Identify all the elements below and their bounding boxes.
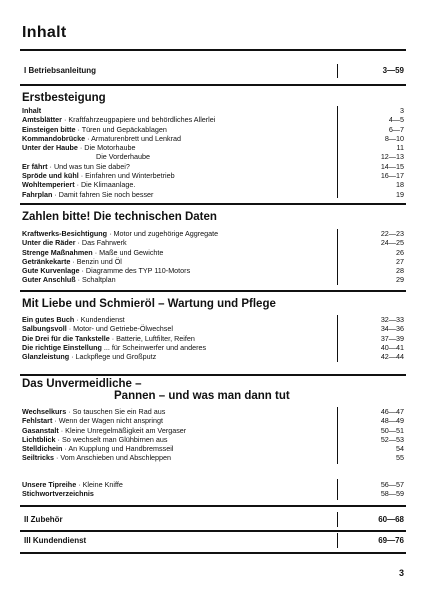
entry-description: · So wechselt man Glühbirnen aus	[55, 434, 168, 444]
toc-entry	[22, 352, 406, 361]
entry-keyword: Die Drei für die Tankstelle	[22, 333, 110, 343]
entry-pages: 27	[396, 256, 404, 266]
toc-entry	[22, 334, 406, 343]
section-rule	[20, 374, 406, 376]
entry-description: · Diagramme des TYP 110-Motors	[79, 266, 191, 276]
entry-keyword: Unsere Tipreihe	[22, 480, 77, 489]
entry-description: · Batterie, Luftfilter, Reifen	[109, 333, 195, 343]
entry-keyword: Die richtige Einstellung	[22, 342, 102, 352]
toc-entry	[22, 426, 406, 435]
section-title: Das Unvermeidliche –	[22, 378, 142, 390]
entry-description: · Maße und Gewichte	[92, 247, 164, 257]
entry-description: · Und was tun Sie dabei?	[47, 161, 130, 171]
page-number: 3	[398, 568, 404, 578]
entry-description: · Damit fahren Sie noch besser	[52, 189, 154, 199]
part-1-label: I Betriebsanleitung	[24, 66, 97, 75]
page-title: Inhalt	[22, 24, 67, 41]
entry-keyword: Ein gutes Buch	[22, 315, 75, 324]
entry-pages: 11	[396, 143, 404, 153]
entry-description: · Wenn der Wagen nicht anspringt	[52, 416, 164, 426]
entry-pages: 12—13	[380, 152, 404, 162]
entry-keyword: Amtsblätter	[22, 115, 62, 125]
entry-pages: 50—51	[380, 425, 404, 435]
toc-entry	[22, 257, 406, 266]
section-entries	[22, 229, 406, 285]
entry-description: · Die Klimaanlage.	[74, 180, 136, 190]
entry-keyword: Spröde und kühl	[22, 171, 79, 181]
entry-keyword: Gute Kurvenlage	[22, 266, 80, 276]
part-1-row	[20, 65, 406, 77]
entry-keyword: Lichtblick	[22, 434, 56, 444]
section-entries	[22, 106, 406, 199]
toc-entry	[22, 171, 406, 180]
entry-keyword: Stichwortverzeichnis	[22, 489, 94, 499]
entry-pages: 40—41	[380, 342, 404, 352]
toc-entry	[22, 324, 406, 333]
entry-keyword: Fehlstart	[22, 416, 53, 426]
entry-description: · An Kupplung und Handbremsseil	[62, 444, 174, 454]
toc-entry	[22, 190, 406, 199]
entry-keyword: Kommandobrücke	[22, 133, 86, 143]
toc-entry	[22, 407, 406, 416]
entry-description: · Armaturenbrett und Lenkrad	[85, 133, 181, 143]
entry-keyword: Wechselkurs	[22, 407, 67, 416]
entry-pages: 3	[400, 106, 404, 115]
entry-pages: 16—17	[380, 171, 404, 181]
entry-pages: 48—49	[380, 416, 404, 426]
column-divider	[337, 64, 338, 78]
part-2-pages: 60—68	[378, 515, 404, 524]
entry-pages: 58—59	[380, 489, 404, 499]
entry-description: · Das Fahrwerk	[75, 238, 127, 248]
entry-description: · Schaltplan	[75, 275, 116, 285]
part-3-label: III Kundendienst	[24, 536, 87, 545]
entry-pages: 6—7	[388, 124, 404, 134]
column-divider	[337, 533, 338, 548]
entry-pages: 32—33	[380, 315, 404, 324]
entry-description: · Lackpflege und Großputz	[69, 352, 157, 362]
entry-pages: 46—47	[380, 407, 404, 416]
entry-pages: 8—10	[384, 133, 404, 143]
entry-pages: 28	[396, 266, 404, 276]
part-2-row	[20, 514, 406, 526]
section-entries	[22, 407, 406, 463]
entry-pages: 55	[396, 453, 404, 463]
entry-keyword: Einsteigen bitte	[22, 124, 76, 134]
section-rule	[20, 290, 406, 292]
section-subtitle: Pannen – und was man dann tut	[114, 390, 290, 402]
section-rule	[20, 505, 406, 507]
entry-description: · So tauschen Sie ein Rad aus	[66, 407, 166, 416]
entry-pages: 29	[396, 275, 404, 285]
toc-entry	[22, 315, 406, 324]
entry-description: · Benzin und Öl	[70, 256, 122, 266]
entry-pages: 37—39	[380, 333, 404, 343]
title-rule	[20, 49, 406, 51]
entry-keyword: Unter der Haube	[22, 143, 78, 153]
toc-entry	[22, 143, 406, 152]
entry-description: · Die Motorhaube	[77, 143, 136, 153]
entry-description: · Motor- und Getriebe-Ölwechsel	[66, 324, 173, 334]
entry-description: · Kundendienst	[74, 315, 125, 324]
part-1-pages: 3—59	[382, 66, 404, 75]
part-3-row	[20, 535, 406, 547]
tail-entries	[22, 480, 406, 499]
toc-entry	[22, 125, 406, 134]
toc-entry	[22, 162, 406, 171]
entry-description: · Türen und Gepäckablagen	[75, 124, 167, 134]
entry-keyword: Guter Anschluß	[22, 275, 76, 285]
section-rule	[20, 84, 406, 86]
entry-pages: 54	[396, 444, 404, 454]
toc-entry	[22, 435, 406, 444]
entry-description: · Kleine Kniffe	[76, 480, 123, 489]
entry-description: · Einfahren und Winterbetrieb	[78, 171, 175, 181]
entry-keyword: Kraftwerks-Besichtigung	[22, 229, 108, 238]
section-rule	[20, 530, 406, 532]
toc-entry	[22, 106, 406, 115]
toc-entry	[22, 453, 406, 462]
entry-keyword: Glanzleistung	[22, 352, 70, 362]
section-title: Erstbesteigung	[22, 92, 106, 104]
entry-keyword: Salbungsvoll	[22, 324, 67, 334]
entry-description: · Vom Anschieben und Abschleppen	[53, 453, 172, 463]
toc-entry	[22, 238, 406, 247]
toc-entry	[22, 343, 406, 352]
entry-description: · Motor und zugehörige Aggregate	[107, 229, 219, 238]
toc-entry	[22, 489, 406, 498]
entry-keyword: Wohltemperiert	[22, 180, 75, 190]
toc-entry	[22, 266, 406, 275]
entry-description: ... für Scheinwerfer und anderes	[101, 342, 207, 352]
entry-pages: 24—25	[380, 238, 404, 248]
toc-entry	[22, 152, 406, 161]
entry-description: Die Vorderhaube	[96, 152, 150, 162]
entry-keyword: Getränkekarte	[22, 256, 71, 266]
entry-description: · Kleine Unregelmäßigkeit am Vergaser	[58, 425, 187, 435]
toc-entry	[22, 444, 406, 453]
entry-pages: 14—15	[380, 161, 404, 171]
entry-pages: 34—36	[380, 324, 404, 334]
entry-keyword: Unter die Räder	[22, 238, 76, 248]
toc-entry	[22, 416, 406, 425]
entry-keyword: Gasanstalt	[22, 425, 59, 435]
entry-keyword: Fahrplan	[22, 189, 53, 199]
column-divider	[337, 512, 338, 527]
entry-pages: 22—23	[380, 229, 404, 238]
entry-keyword: Er fährt	[22, 161, 48, 171]
entry-keyword: Stelldichein	[22, 444, 63, 454]
entry-pages: 4—5	[388, 115, 404, 125]
toc-entry	[22, 248, 406, 257]
toc-entry	[22, 229, 406, 238]
entry-pages: 56—57	[380, 480, 404, 489]
entry-pages: 19	[396, 189, 404, 199]
section-entries	[22, 315, 406, 361]
entry-pages: 52—53	[380, 434, 404, 444]
entry-keyword: Inhalt	[22, 106, 42, 115]
entry-description: · Kraftfahrzeugpapiere und behördliches Allerlei	[61, 115, 216, 125]
entry-pages: 26	[396, 247, 404, 257]
entry-keyword: Seiltricks	[22, 453, 54, 463]
section-title: Mit Liebe und Schmieröl – Wartung und Pflege	[22, 298, 276, 310]
part-3-pages: 69—76	[378, 536, 404, 545]
entry-pages: 18	[396, 180, 404, 190]
toc-entry	[22, 480, 406, 489]
toc-entry	[22, 275, 406, 284]
section-rule	[20, 552, 406, 554]
toc-entry	[22, 180, 406, 189]
entry-keyword: Strenge Maßnahmen	[22, 247, 93, 257]
entry-pages: 42—44	[380, 352, 404, 362]
section-rule	[20, 203, 406, 205]
toc-entry	[22, 134, 406, 143]
section-title: Zahlen bitte! Die technischen Daten	[22, 211, 217, 223]
toc-entry	[22, 115, 406, 124]
part-2-label: II Zubehör	[24, 515, 63, 524]
